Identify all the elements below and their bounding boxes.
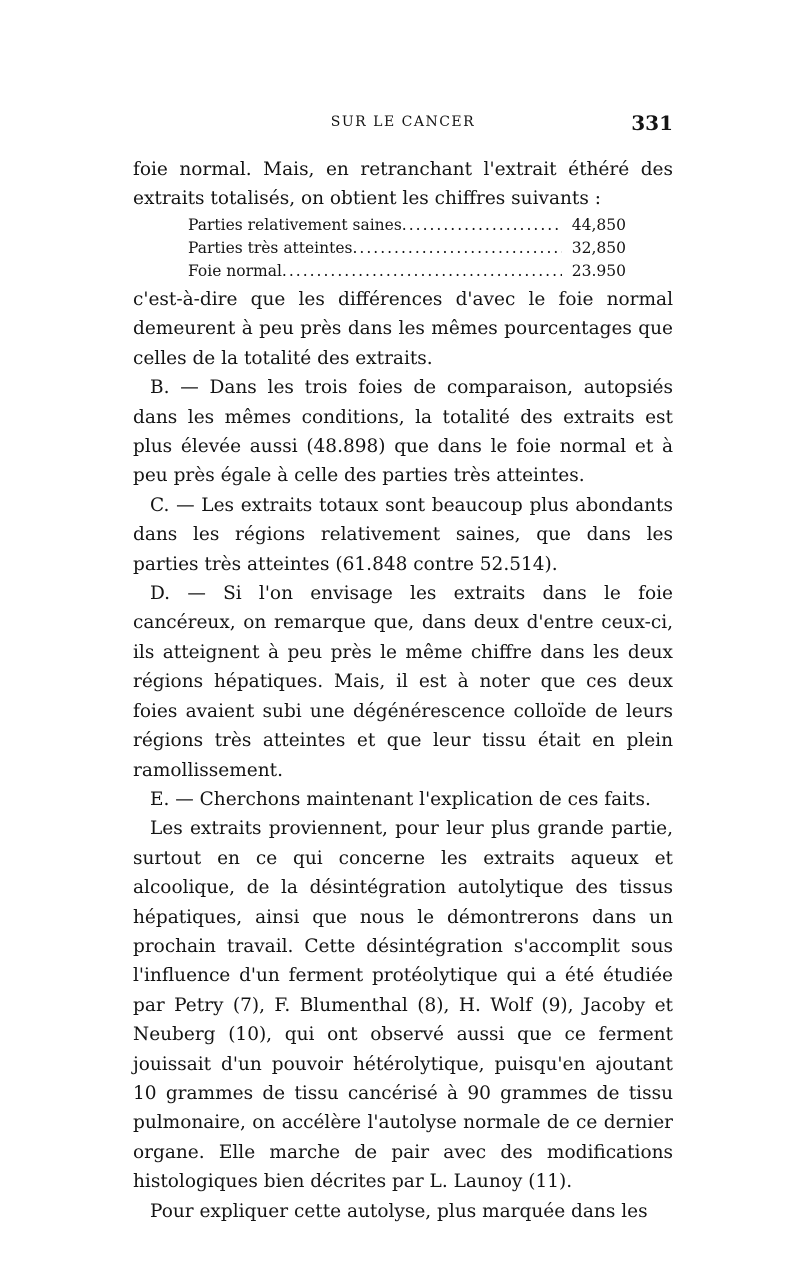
figures-table <box>188 214 626 283</box>
paragraph-conclusion: c'est-à-dire que les différences d'avec le foie normal demeurent à peu près dans les mêmes pourcentages que celles de la totalité des extraits. <box>133 289 673 369</box>
row-value: 44,850 <box>571 216 626 234</box>
table-row <box>188 260 626 283</box>
row-value: 23.950 <box>571 262 626 280</box>
dot-leader <box>402 214 562 237</box>
intro-paragraph: foie normal. Mais, en retranchant l'extrait éthéré des extraits totalisés, on obtient les chiffres suivants : <box>133 159 673 210</box>
page-number: 331 <box>631 111 673 135</box>
running-header <box>133 111 673 138</box>
body-text <box>133 285 673 1226</box>
intro-paragraph-block <box>133 155 673 214</box>
paragraph-b: B. — Dans les trois foies de comparaison, autopsiés dans les mêmes conditions, la totalité des extraits est plus élevée aussi (48.898) que dans le foie normal et à peu près égale à celle des parties très atteintes. <box>133 377 673 487</box>
paragraph-e: E. — Cherchons maintenant l'explication de ces faits. <box>150 788 651 810</box>
table-row <box>188 214 626 237</box>
row-label: Foie normal <box>188 262 282 280</box>
paragraph-final: Pour expliquer cette autolyse, plus marquée dans les <box>150 1200 648 1222</box>
row-value: 32,850 <box>571 239 626 257</box>
dot-leader <box>282 260 562 283</box>
paragraph-explanation: Les extraits proviennent, pour leur plus grande partie, surtout en ce qui concerne les extraits aqueux et alcoolique, de la désintégration autolytique des tissus hépatiques, ainsi que nous le démontrerons dans un prochain travail. Cette désintégration s'accomplit sous l'influence d'un ferment protéolytique qui a été étudiée par Petry (7), F. Blumenthal (8), H. Wolf (9), Jacoby et Neuberg (10), qui ont observé aussi que ce ferment jouissait d'un pouvoir hétérolytique, puisqu'en ajoutant 10 grammes de tissu cancérisé à 90 grammes de tissu pulmonaire, on accélère l'autolyse normale de ce dernier organe. Elle marche de pair avec des modifications histologiques bien décrites par L. Launoy (11). <box>133 818 673 1193</box>
header-title: SUR LE CANCER <box>330 114 476 130</box>
paragraph-d: D. — Si l'on envisage les extraits dans le foie cancéreux, on remarque que, dans deux d'entre ceux-ci, ils atteignent à peu près le même chiffre dans les deux régions hépatiques. Mais, il est à noter que ces deux foies avaient subi une dégénérescence colloïde de leurs régions très atteintes et que leur tissu était en plein ramollissement. <box>133 583 673 781</box>
row-label: Parties relativement saines <box>188 216 402 234</box>
row-label: Parties très atteintes <box>188 239 353 257</box>
dot-leader <box>352 237 562 260</box>
paragraph-c: C. — Les extraits totaux sont beaucoup plus abondants dans les régions relativement saines, que dans les parties très atteintes (61.848 contre 52.514). <box>133 494 673 575</box>
table-row <box>188 237 626 260</box>
